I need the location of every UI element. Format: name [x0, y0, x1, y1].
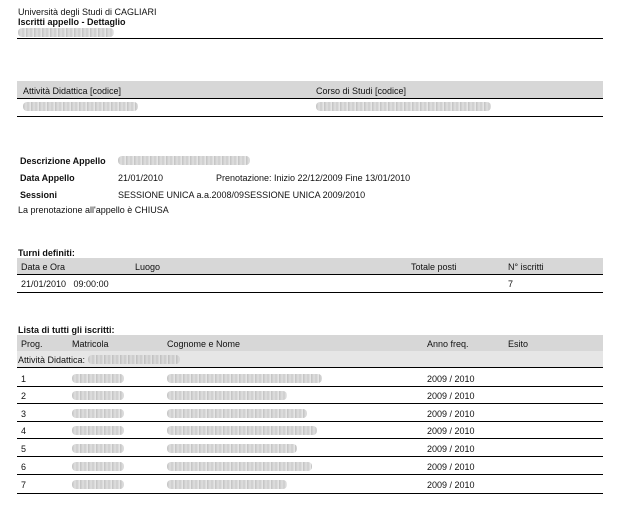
turni-row-iscritti: 7: [508, 279, 514, 289]
redacted-nome: [167, 480, 287, 489]
redacted-course: [316, 102, 491, 111]
table-row-prog: 5: [21, 444, 27, 454]
redacted-matricola: [72, 409, 124, 418]
turni-header-iscritti: N° iscritti: [508, 262, 544, 272]
group-row-divider: [17, 367, 603, 368]
redacted-nome: [167, 409, 307, 418]
iscritti-header-prog: Prog.: [21, 339, 43, 349]
sessioni-label: Sessioni: [20, 190, 58, 200]
table-row-prog: 6: [21, 462, 27, 472]
redacted-nome: [167, 426, 317, 435]
redacted-activity: [23, 102, 138, 111]
iscritti-title: Lista di tutti gli iscritti:: [18, 325, 115, 335]
table-row-anno: 2009 / 2010: [427, 409, 475, 419]
table-row-anno: 2009 / 2010: [427, 480, 475, 490]
redacted-nome: [167, 374, 322, 383]
col-course-header: Corso di Studi [codice]: [316, 86, 407, 96]
turni-title: Turni definiti:: [18, 248, 75, 258]
table-row-anno: 2009 / 2010: [427, 444, 475, 454]
row-divider: [17, 386, 603, 387]
redacted-matricola: [72, 462, 124, 471]
table-row-anno: 2009 / 2010: [427, 462, 475, 472]
redacted-matricola: [72, 426, 124, 435]
data-appello-label: Data Appello: [20, 173, 75, 183]
table-row-prog: 7: [21, 480, 27, 490]
redacted-nome: [167, 444, 297, 453]
turni-header-data-ora: Data e Ora: [21, 262, 66, 272]
redacted-matricola: [72, 480, 124, 489]
table-row-anno: 2009 / 2010: [427, 426, 475, 436]
iscritti-header-anno: Anno freq.: [427, 339, 469, 349]
table-row-prog: 1: [21, 374, 27, 384]
redacted-header-text: [18, 28, 114, 37]
status-text: La prenotazione all'appello è CHIUSA: [18, 205, 169, 215]
col-activity-header: Attività Didattica [codice]: [23, 86, 122, 96]
turni-header-luogo: Luogo: [135, 262, 161, 272]
redacted-nome: [167, 462, 312, 471]
descrizione-label: Descrizione Appello: [20, 156, 106, 166]
iscritti-header-esito: Esito: [508, 339, 529, 349]
turni-header-totale: Totale posti: [411, 262, 457, 272]
row-divider: [17, 493, 603, 494]
table-row-anno: 2009 / 2010: [427, 391, 475, 401]
row-divider: [17, 456, 603, 457]
redacted-nome: [167, 391, 287, 400]
redacted-descrizione: [118, 156, 250, 165]
row-divider: [17, 438, 603, 439]
university-name: Università degli Studi di CAGLIARI: [18, 7, 157, 17]
turni-bottom-divider: [17, 292, 603, 293]
prenotazione-text: Prenotazione: Inizio 22/12/2009 Fine 13/01/2010: [216, 173, 411, 183]
turni-row-data-ora: 21/01/2010 09:00:00: [21, 279, 109, 289]
redacted-matricola: [72, 444, 124, 453]
course-header-divider: [17, 98, 603, 99]
sessioni-value: SESSIONE UNICA a.a.2008/09SESSIONE UNICA 2009/2010: [118, 190, 366, 200]
group-row-label: Attività Didattica:: [18, 355, 86, 365]
iscritti-header-nome: Cognome e Nome: [167, 339, 241, 349]
table-row-prog: 3: [21, 409, 27, 419]
redacted-group-activity: [88, 355, 180, 364]
row-divider: [17, 474, 603, 475]
course-bottom-divider: [17, 116, 603, 117]
data-appello-value: 21/01/2010: [118, 173, 164, 183]
row-divider: [17, 421, 603, 422]
table-row-prog: 2: [21, 391, 27, 401]
redacted-matricola: [72, 391, 124, 400]
header-divider: [17, 38, 603, 39]
row-divider: [17, 403, 603, 404]
turni-header-divider: [17, 274, 603, 275]
page-subtitle: Iscritti appello - Dettaglio: [18, 17, 126, 27]
table-row-prog: 4: [21, 426, 27, 436]
iscritti-header-matricola: Matricola: [72, 339, 109, 349]
table-row-anno: 2009 / 2010: [427, 374, 475, 384]
redacted-matricola: [72, 374, 124, 383]
